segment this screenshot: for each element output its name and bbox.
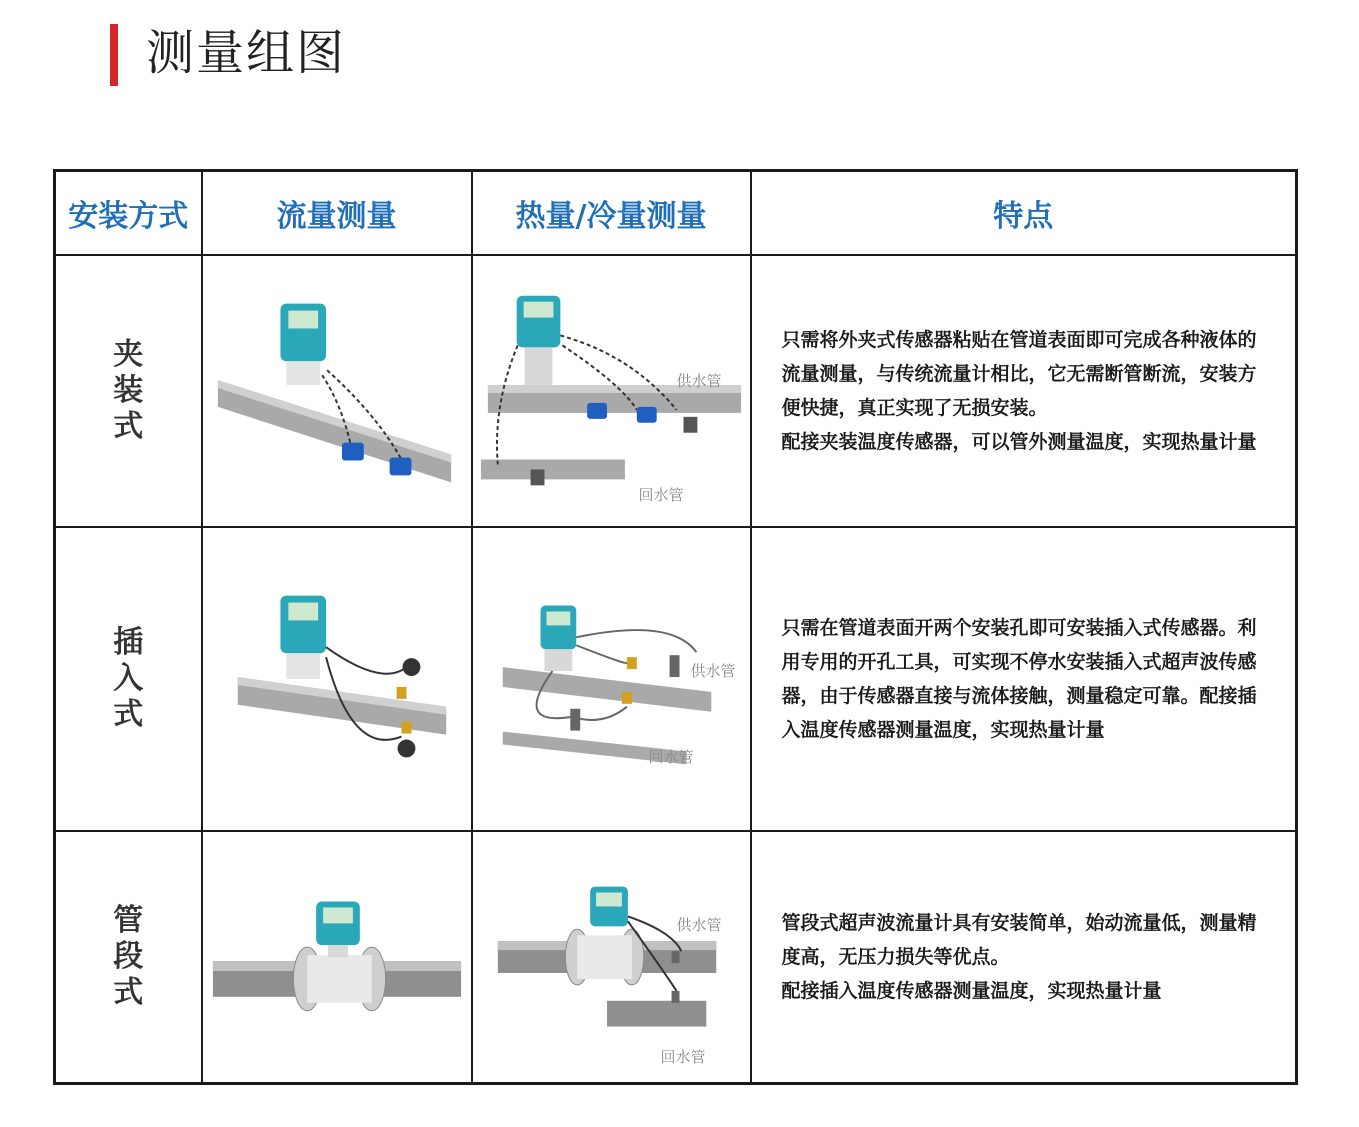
method-char: 式 <box>113 409 144 445</box>
heat-insertion-image <box>472 527 751 831</box>
return-pipe-label: 回水管 <box>660 1048 706 1067</box>
features-cell <box>751 255 1297 527</box>
feature-text: 只需将外夹式传感器粘贴在管道表面即可完成各种液体的流量测量，与传统流量计相比，它无需断管断流，安装方便快捷，真正实现了无损安装。 <box>781 329 1257 420</box>
return-pipe-label: 回水管 <box>648 748 694 767</box>
header-install-method: 安装方式 <box>55 171 202 256</box>
method-cell <box>55 831 202 1084</box>
table-row <box>55 255 1297 527</box>
supply-pipe-label: 供水管 <box>690 662 736 681</box>
header-features: 特点 <box>751 171 1297 256</box>
supply-pipe-label: 供水管 <box>676 916 722 935</box>
method-char: 插 <box>113 625 144 661</box>
method-char: 段 <box>113 939 144 975</box>
method-char: 式 <box>113 975 144 1011</box>
flow-clamp-image <box>202 255 472 527</box>
page-title: 测量组图 <box>146 25 347 81</box>
measurement-table <box>53 169 1298 1085</box>
method-cell <box>55 255 202 527</box>
table-header-row <box>55 171 1297 256</box>
return-pipe-label: 回水管 <box>638 486 684 504</box>
feature-text: 配接插入温度传感器测量温度，实现热量计量 <box>781 980 1162 1003</box>
method-char: 装 <box>113 373 144 409</box>
method-cell <box>55 527 202 831</box>
title-accent-bar <box>110 24 118 86</box>
table-row <box>55 831 1297 1084</box>
method-char: 管 <box>113 903 144 939</box>
method-char: 式 <box>113 697 144 733</box>
feature-text: 只需在管道表面开两个安装孔即可安装插入式传感器。利用专用的开孔工具，可实现不停水安装插入式超声波传感器，由于传感器直接与流体接触，测量稳定可靠。配接插入温度传感器测量温度，实现热量计量 <box>781 617 1257 742</box>
table-row <box>55 527 1297 831</box>
header-flow-measure: 流量测量 <box>202 171 472 256</box>
flow-insertion-image <box>202 527 472 831</box>
features-cell <box>751 831 1297 1084</box>
feature-text: 配接夹装温度传感器，可以管外测量温度，实现热量计量 <box>781 431 1257 454</box>
supply-pipe-label: 供水管 <box>676 372 722 390</box>
features-cell <box>751 527 1297 831</box>
header-heat-measure: 热量/冷量测量 <box>472 171 751 256</box>
heat-clamp-image <box>472 255 751 527</box>
method-char: 入 <box>113 661 144 697</box>
method-char: 夹 <box>113 337 144 373</box>
flow-spool-image <box>202 831 472 1084</box>
feature-text: 管段式超声波流量计具有安装简单，始动流量低，测量精度高，无压力损失等优点。 <box>781 912 1257 969</box>
heat-spool-image <box>472 831 751 1084</box>
